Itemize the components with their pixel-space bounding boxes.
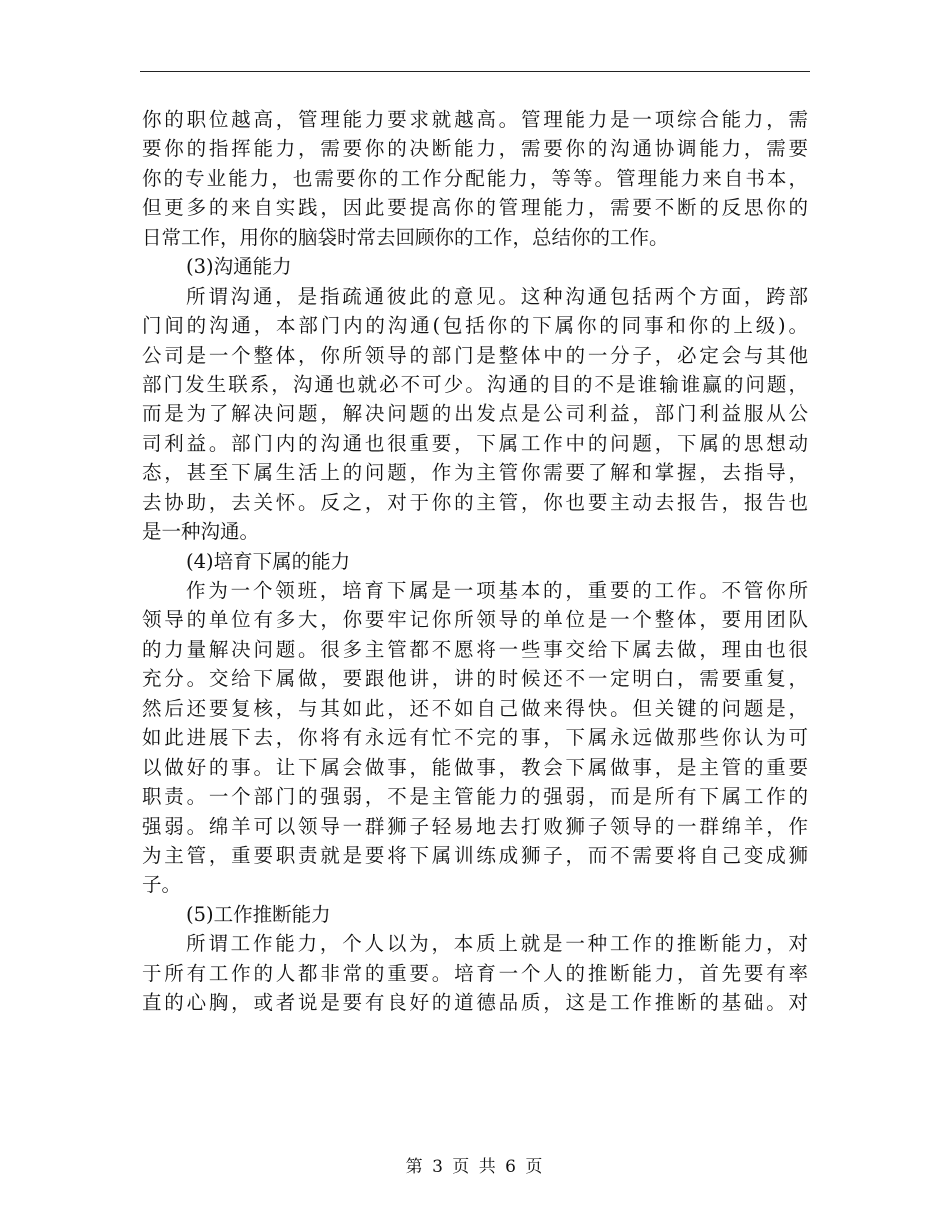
header-rule (140, 71, 810, 72)
text-line: 强弱。绵羊可以领导一群狮子轻易地去打败狮子领导的一群绵羊，作 (142, 814, 808, 838)
text-line: 所谓工作能力，个人以为，本质上就是一种工作的推断能力，对 (186, 932, 808, 956)
text-line: 你的专业能力，也需要你的工作分配能力，等等。管理能力来自书本， (142, 166, 808, 190)
text-line: 的力量解决问题。很多主管都不愿将一些事交给下属去做，理由也很 (142, 637, 808, 661)
text-line: 但更多的来自实践，因此要提高你的管理能力，需要不断的反思你的 (142, 196, 808, 220)
page-number-footer: 第 3 页 共 6 页 (405, 1157, 545, 1177)
text-line: 领导的单位有多大，你要牢记你所领导的单位是一个整体，要用团队 (142, 608, 808, 632)
text-line: 于所有工作的人都非常的重要。培育一个人的推断能力，首先要有率 (142, 961, 808, 985)
text-line: 所谓沟通，是指疏通彼此的意见。这种沟通包括两个方面，跨部 (186, 284, 808, 308)
text-line: 充分。交给下属做，要跟他讲，讲的时候还不一定明白，需要重复， (142, 667, 808, 691)
text-line: 去协助，去关怀。反之，对于你的主管，你也要主动去报告，报告也 (142, 490, 808, 514)
section-heading: (5)工作推断能力 (186, 902, 331, 926)
text-line: 然后还要复核，与其如此，还不如自己做来得快。但关键的问题是， (142, 696, 808, 720)
text-line: 是一种沟通。 (142, 520, 260, 544)
text-line: 职责。一个部门的强弱，不是主管能力的强弱，而是所有下属工作的 (142, 785, 808, 809)
text-line: 为主管，重要职责就是要将下属训练成狮子，而不需要将自己变成狮 (142, 843, 808, 867)
text-line: 子。 (142, 873, 182, 897)
text-line: 作为一个领班，培育下属是一项基本的，重要的工作。不管你所 (186, 579, 808, 602)
section-heading: (4)培育下属的能力 (186, 549, 351, 573)
text-line: 态，甚至下属生活上的问题，作为主管你需要了解和掌握，去指导， (142, 461, 808, 485)
text-line: 你的职位越高，管理能力要求就越高。管理能力是一项综合能力，需 (142, 108, 808, 131)
text-line: 部门发生联系，沟通也就必不可少。沟通的目的不是谁输谁赢的问题， (142, 372, 808, 396)
text-line: 日常工作，用你的脑袋时常去回顾你的工作，总结你的工作。 (142, 225, 669, 249)
text-line: 司利益。部门内的沟通也很重要，下属工作中的问题，下属的思想动 (142, 431, 808, 455)
text-line: 直的心胸，或者说是要有良好的道德品质，这是工作推断的基础。对 (142, 991, 808, 1015)
document-body (142, 105, 808, 1018)
text-line: 公司是一个整体，你所领导的部门是整体中的一分子，必定会与其他 (142, 343, 808, 367)
text-line: 门间的沟通，本部门内的沟通(包括你的下属你的同事和你的上级)。 (142, 314, 808, 338)
section-heading: (3)沟通能力 (186, 255, 292, 279)
text-line: 以做好的事。让下属会做事，能做事，教会下属做事，是主管的重要 (142, 755, 808, 779)
text-line: 如此进展下去，你将有永远有忙不完的事，下属永远做那些你认为可 (142, 726, 808, 750)
text-line: 而是为了解决问题，解决问题的出发点是公司利益，部门利益服从公 (142, 402, 808, 426)
text-line: 要你的指挥能力，需要你的决断能力，需要你的沟通协调能力，需要 (142, 137, 808, 161)
